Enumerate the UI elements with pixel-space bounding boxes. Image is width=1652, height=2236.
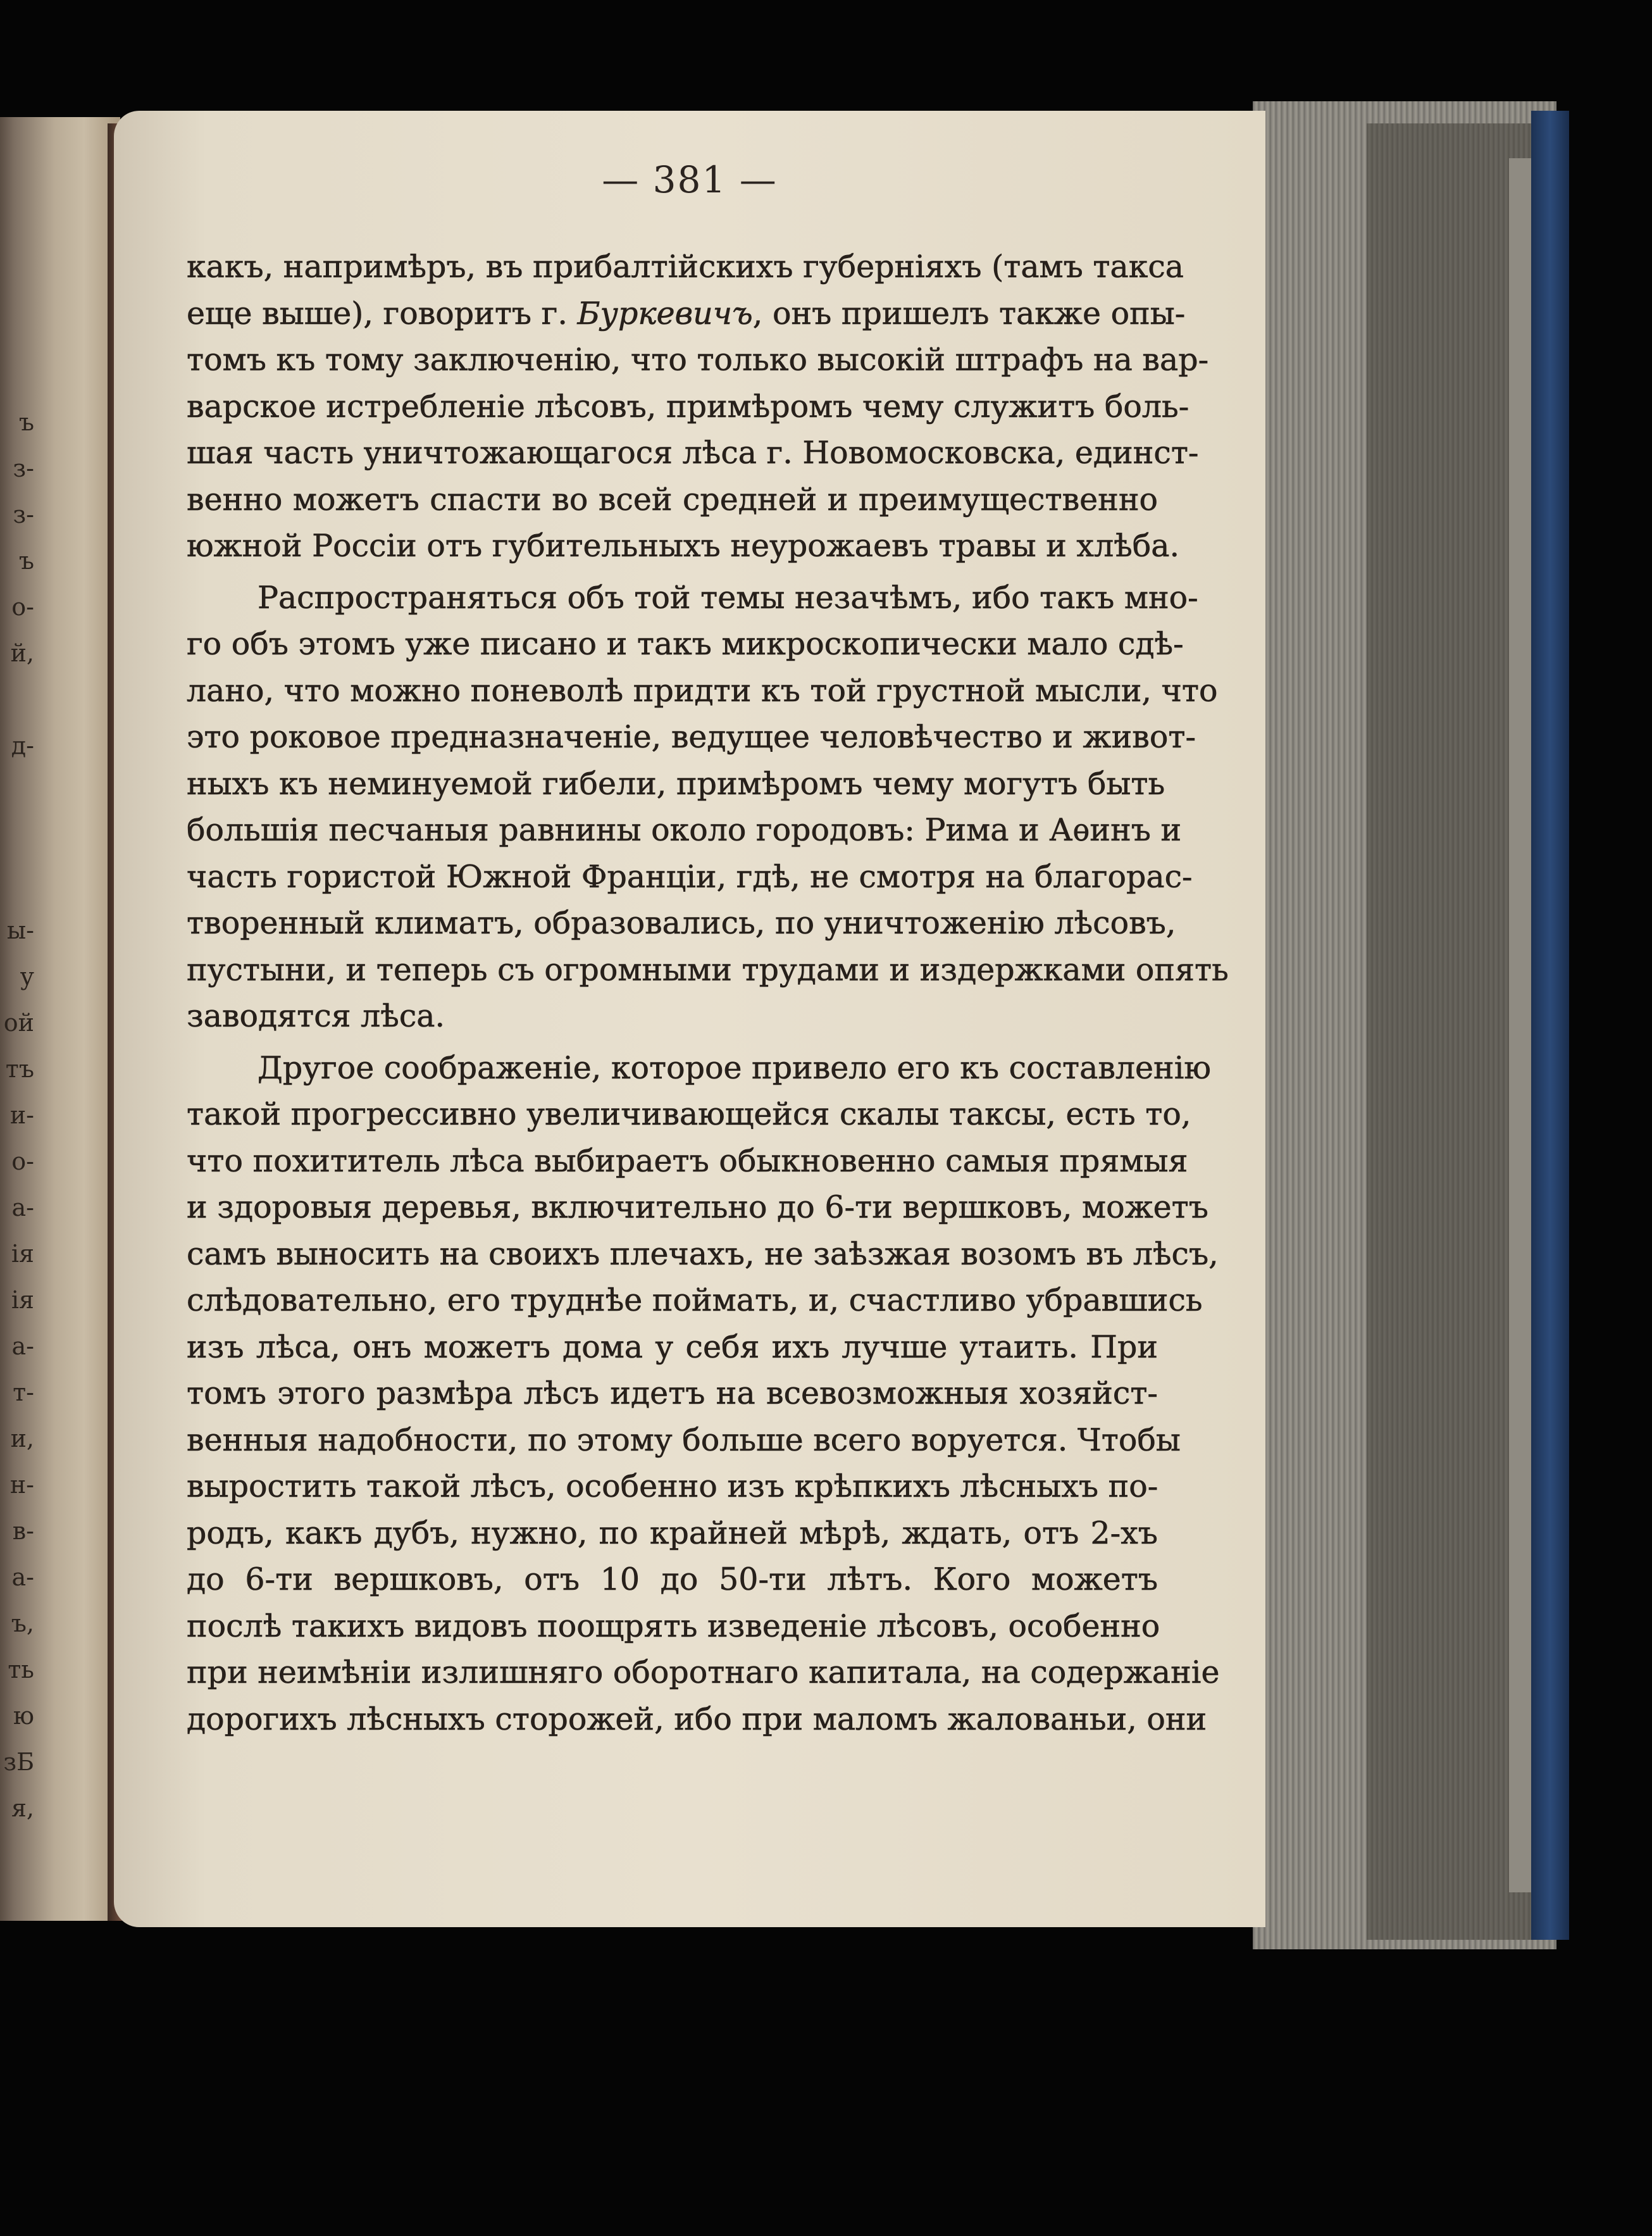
- left-page-fragment: и,: [10, 1425, 34, 1452]
- left-page-fragment: й,: [10, 639, 34, 667]
- left-page-fragment: [0, 824, 38, 870]
- text-line: большія песчаныя равнины около городовъ: Рима и Аѳинъ и: [187, 812, 1182, 848]
- left-page-fragment: а-: [11, 1563, 34, 1591]
- text-line: это роковое предназначеніе, ведущее человѣчество и живот-: [187, 719, 1196, 755]
- text-line: еще выше), говоритъ г. Буркевичъ, онъ пришелъ также опы-: [187, 295, 1186, 332]
- paragraph-gap: [187, 1742, 1158, 1747]
- text-line: что похититель лѣса выбираетъ обыкновенно самыя прямыя: [187, 1142, 1188, 1179]
- text-line: Распространяться объ той темы незачѣмъ, ибо такъ мно-: [258, 579, 1198, 616]
- text-line: шая часть уничтожающагося лѣса г. Новомосковска, единст-: [187, 435, 1199, 471]
- text-line: венно можетъ спасти во всей средней и преимущественно: [187, 481, 1158, 518]
- text-line: го объ этомъ уже писано и такъ микроскопически мало сдѣ-: [187, 626, 1184, 662]
- left-page-fragment: з-: [13, 454, 34, 482]
- paragraph-gap: [187, 570, 1158, 575]
- left-page-fragment: и-: [9, 1101, 34, 1129]
- text-line: венныя надобности, по этому больше всего воруется. Чтобы: [187, 1421, 1181, 1458]
- left-page-fragment: ть: [8, 1656, 34, 1683]
- left-page-fragment: а-: [11, 1332, 34, 1360]
- text-line: выростить такой лѣсъ, особенно изъ крѣпкихъ лѣсныхъ по-: [187, 1468, 1158, 1504]
- text-line: ныхъ къ неминуемой гибели, примѣромъ чему могутъ быть: [187, 765, 1165, 802]
- text-line: творенный климатъ, образовались, по уничтоженію лѣсовъ,: [187, 905, 1176, 941]
- book-cover: [1531, 111, 1569, 1940]
- left-page-fragment: ой: [3, 1009, 34, 1037]
- text-line: Другое соображеніе, которое привело его къ составленію: [258, 1049, 1212, 1086]
- text-line: такой прогрессивно увеличивающейся скалы таксы, есть то,: [187, 1096, 1191, 1132]
- left-page-fragment: о-: [11, 1147, 34, 1175]
- text-line: дорогихъ лѣсныхъ сторожей, ибо при маломъ жалованьи, они: [187, 1701, 1207, 1737]
- left-page-fragment: в-: [12, 1517, 34, 1545]
- left-page-fragments: [0, 408, 38, 1840]
- left-page-fragment: ъ: [18, 547, 34, 575]
- text-line: послѣ такихъ видовъ поощрять изведеніе лѣсовъ, особенно: [187, 1608, 1160, 1644]
- paragraph-gap: [187, 1040, 1158, 1045]
- left-page-fragment: у: [20, 963, 34, 990]
- text-line: лано, что можно поневолѣ придти къ той грустной мысли, что: [187, 672, 1218, 709]
- left-page-fragment: ія: [11, 1286, 34, 1314]
- left-page-fragment: з-: [13, 501, 34, 528]
- text-line: пустыни, и теперь съ огромными трудами и издержками опять: [187, 951, 1229, 988]
- text-line: при неимѣніи излишняго оборотнаго капитала, на содержаніе: [187, 1654, 1220, 1690]
- left-page-fragment: ъ,: [11, 1609, 34, 1637]
- left-page-fragment: н-: [9, 1471, 34, 1499]
- cover-inner-edge: [1509, 158, 1534, 1892]
- text-line: заводятся лѣса.: [187, 998, 445, 1034]
- left-page-fragment: я,: [11, 1794, 34, 1822]
- text-line: самъ выносить на своихъ плечахъ, не заѣзжая возомъ въ лѣсъ,: [187, 1235, 1219, 1272]
- text-line: томъ къ тому заключенію, что только высокій штрафъ на вар-: [187, 342, 1209, 378]
- left-page-fragment: тъ: [5, 1055, 34, 1083]
- text-line: и здоровыя деревья, включительно до 6-ти вершковъ, можетъ: [187, 1189, 1208, 1225]
- text-line: томъ этого размѣра лѣсъ идетъ на всевозможныя хозяйст-: [187, 1375, 1158, 1411]
- text-line: южной Россіи отъ губительныхъ неурожаевъ травы и хлѣба.: [187, 528, 1180, 564]
- left-page-fragment: ы-: [6, 916, 34, 944]
- text-line: варское истребленіе лѣсовъ, примѣромъ чему служитъ боль-: [187, 388, 1189, 425]
- left-page-fragment: [0, 685, 38, 732]
- text-line: какъ, напримѣръ, въ прибалтійскихъ губерніяхъ (тамъ такса: [187, 249, 1184, 285]
- text-line: часть гористой Южной Франціи, гдѣ, не смотря на благорас-: [187, 858, 1193, 895]
- left-page-fragment: т-: [13, 1378, 34, 1406]
- text-line: родъ, какъ дубъ, нужно, по крайней мѣрѣ, ждать, отъ 2-хъ: [187, 1515, 1158, 1551]
- left-page-fragment: ъ: [18, 408, 34, 436]
- text-line: до 6-ти вершковъ, отъ 10 до 50-ти лѣтъ. Кого можетъ: [187, 1561, 1158, 1597]
- left-page-fragment: зБ: [3, 1748, 34, 1776]
- left-page-fragment: ія: [11, 1240, 34, 1268]
- text-line: слѣдовательно, его труднѣе поймать, и, счастливо убравшись: [187, 1282, 1203, 1318]
- left-page-fragment: [0, 870, 38, 916]
- left-page-fragment: д-: [11, 732, 34, 759]
- left-page-fragment: о-: [11, 593, 34, 621]
- left-page-fragment: [0, 778, 38, 824]
- body-text: [187, 244, 1229, 1747]
- text-line: изъ лѣса, онъ можетъ дома у себя ихъ лучше утаить. При: [187, 1328, 1158, 1365]
- left-page-fragment: ю: [13, 1702, 34, 1730]
- page-number: — 381 —: [602, 158, 778, 201]
- left-page-fragment: а-: [11, 1194, 34, 1221]
- left-page: [0, 117, 120, 1921]
